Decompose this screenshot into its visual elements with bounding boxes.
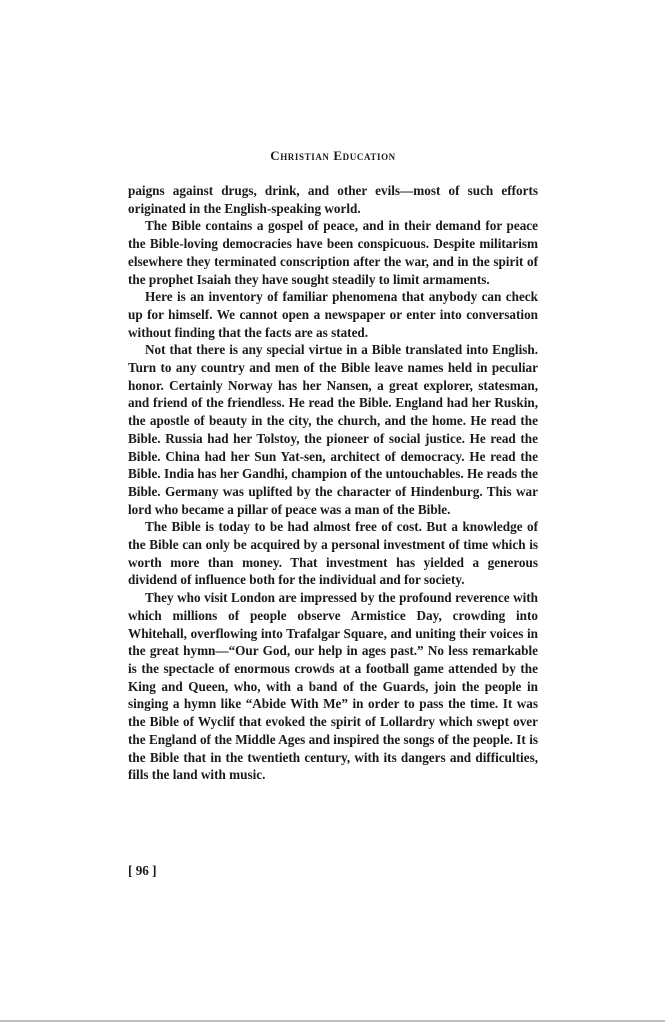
paragraph: paigns against drugs, drink, and other evils—most of such efforts originated in the English-speaking world. [128,183,538,216]
paragraph: Not that there is any special virtue in a Bible translated into English. Turn to any country and men of the Bible leave names held in peculiar honor. Certainly Norway has her Nansen, a great explorer, statesman, and friend of the friendless. He read the Bible. England had her Ruskin, the apostle of beauty in the city, the church, and the home. He read the Bible. Russia had her Tolstoy, the pioneer of social justice. He read the Bible. China had her Sun Yat-sen, architect of democracy. He read the Bible. India has her Gandhi, champion of the untouchables. He reads the Bible. Germany was uplifted by the character of Hindenburg. This war lord who became a pillar of peace was a man of the Bible. [128,342,538,517]
paragraph: Here is an inventory of familiar phenomena that anybody can check up for himself. We cannot open a newspaper or enter into conversation without finding that the facts are as stated. [128,289,538,340]
running-head: Christian Education [270,148,396,163]
page-edge-divider [0,1020,665,1022]
page-number: [ 96 ] [128,863,157,878]
paragraph: The Bible contains a gospel of peace, and in their demand for peace the Bible-loving democracies have been conspicuous. Despite militarism elsewhere they terminated conscription after the war, and in the spirit of the prophet Isaiah they have sought steadily to limit armaments. [128,218,538,287]
body-text [128,182,538,784]
paragraph: The Bible is today to be had almost free of cost. But a knowledge of the Bible can only be acquired by a personal investment of time which is worth more than money. That investment has yielded a generous dividend of influence both for the individual and for society. [128,519,538,588]
paragraph: They who visit London are impressed by the profound reverence with which millions of people observe Armistice Day, crowding into Whitehall, overflowing into Trafalgar Square, and uniting their voices in the great hymn—“Our God, our help in ages past.” No less remarkable is the spectacle of enormous crowds at a football game attended by the King and Queen, who, with a band of the Guards, join the people in singing a hymn like “Abide With Me” in order to pass the time. It was the Bible of Wyclif that evoked the spirit of Lollardry which swept over the England of the Middle Ages and inspired the songs of the people. It is the Bible that in the twentieth century, with its dangers and difficulties, fills the land with music. [128,590,538,783]
